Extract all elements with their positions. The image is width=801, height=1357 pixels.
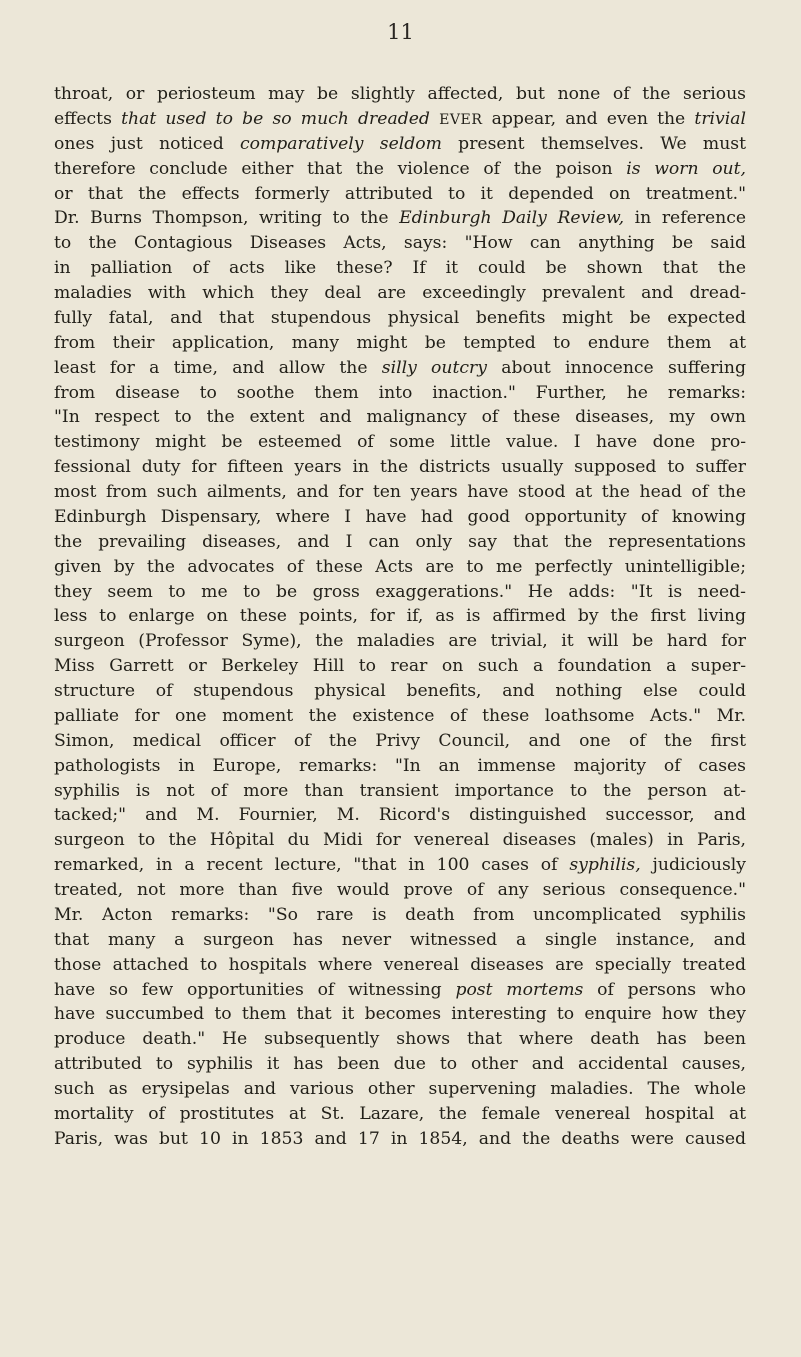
text-line xyxy=(54,1052,746,1077)
text-line xyxy=(54,206,746,231)
text-run: fully fatal, and that stupendous physical benefits might be expected xyxy=(54,307,746,328)
text-run: therefore conclude either that the violence of the poison xyxy=(54,158,627,179)
page-number: 11 xyxy=(387,20,414,44)
text-line xyxy=(54,928,746,953)
text-line xyxy=(54,878,746,903)
text-run: of persons who xyxy=(583,979,746,1000)
italic-text: silly outcry xyxy=(381,357,487,378)
text-line xyxy=(54,281,746,306)
italic-text: is worn out, xyxy=(626,158,746,179)
italic-text: Edinburgh Daily Review, xyxy=(399,208,625,229)
text-line xyxy=(54,331,746,356)
text-run: in palliation of acts like these? If it could be shown that the xyxy=(54,258,746,279)
text-line xyxy=(54,231,746,256)
text-run: surgeon to the Hôpital du Midi for venereal diseases (males) in Paris, xyxy=(54,830,746,851)
text-run: EVER xyxy=(439,111,483,128)
text-run: Miss Garrett or Berkeley Hill to rear on such a foundation a super- xyxy=(54,656,746,677)
text-run: in reference xyxy=(624,208,747,229)
text-line xyxy=(54,729,746,754)
text-line xyxy=(54,182,746,207)
text-run: from their application, many might be tempted to endure them at xyxy=(54,332,746,353)
text-run: syphilis is not of more than transient importance to the person at- xyxy=(54,780,746,801)
text-line xyxy=(54,828,746,853)
text-run: testimony might be esteemed of some little value. I have done pro- xyxy=(54,432,746,453)
body-paragraph xyxy=(54,82,746,1152)
text-run: fessional duty for fifteen years in the districts usually supposed to suffer xyxy=(54,457,746,478)
text-line xyxy=(54,1027,746,1052)
text-run: produce death." He subsequently shows that where death has been xyxy=(54,1029,746,1050)
text-line xyxy=(54,679,746,704)
text-line xyxy=(54,455,746,480)
italic-text: that used to be so much dreaded xyxy=(121,108,430,129)
text-line xyxy=(54,853,746,878)
text-line xyxy=(54,1077,746,1102)
text-line xyxy=(54,107,746,132)
text-line xyxy=(54,704,746,729)
text-line xyxy=(54,356,746,381)
text-line xyxy=(54,1127,746,1152)
text-line xyxy=(54,430,746,455)
text-line xyxy=(54,132,746,157)
text-line xyxy=(54,505,746,530)
text-line xyxy=(54,953,746,978)
text-run: judiciously xyxy=(640,855,747,876)
text-line xyxy=(54,1002,746,1027)
text-run: tacked;" and M. Fournier, M. Ricord's distinguished successor, and xyxy=(54,805,746,826)
text-run: that many a surgeon has never witnessed a single instance, and xyxy=(54,929,746,950)
text-run: mortality of prostitutes at St. Lazare, the female venereal hospital at xyxy=(54,1103,746,1124)
text-line xyxy=(54,530,746,555)
italic-text: trivial xyxy=(694,108,746,129)
text-run: attributed to syphilis it has been due to other and accidental causes, xyxy=(54,1054,746,1075)
text-run: given by the advocates of these Acts are to me perfectly unintelligible; xyxy=(54,556,746,577)
text-run: or that the effects formerly attributed to it depended on treatment." xyxy=(54,183,746,204)
text-run: Paris, was but 10 in 1853 and 17 in 1854, and the deaths were caused xyxy=(54,1128,746,1149)
text-line xyxy=(54,803,746,828)
text-run: treated, not more than five would prove of any serious consequence." xyxy=(54,880,746,900)
text-line xyxy=(54,405,746,430)
text-line xyxy=(54,654,746,679)
text-run: least for a time, and allow the xyxy=(54,357,382,378)
text-line xyxy=(54,306,746,331)
text-run xyxy=(430,109,439,129)
text-run: the prevailing diseases, and I can only say that the representations xyxy=(54,531,746,552)
text-run: those attached to hospitals where venereal diseases are specially treated xyxy=(54,954,746,975)
text-run: have succumbed to them that it becomes interesting to enquire how they xyxy=(54,1004,746,1025)
text-run: pathologists in Europe, remarks: "In an immense majority of cases xyxy=(54,755,746,776)
text-run: effects xyxy=(54,108,122,129)
text-line xyxy=(54,256,746,281)
text-run: structure of stupendous physical benefits, and nothing else could xyxy=(54,681,746,701)
text-run: palliate for one moment the existence of these loathsome Acts." Mr. xyxy=(54,705,746,726)
text-run: Mr. Acton remarks: "So rare is death from uncomplicated syphilis xyxy=(54,904,746,925)
text-line xyxy=(54,555,746,580)
text-line xyxy=(54,604,746,629)
text-run: remarked, in a recent lecture, "that in 100 cases of xyxy=(54,855,570,876)
italic-text: post mortems xyxy=(455,979,584,1000)
text-run: have so few opportunities of witnessing xyxy=(54,979,456,1000)
text-run: less to enlarge on these points, for if, as is affirmed by the first living xyxy=(54,606,746,627)
text-run: Dr. Burns Thompson, writing to the xyxy=(54,208,400,229)
text-run: maladies with which they deal are exceedingly prevalent and dread- xyxy=(54,283,746,303)
text-line xyxy=(54,779,746,804)
text-line xyxy=(54,903,746,928)
text-run: Edinburgh Dispensary, where I have had good opportunity of knowing xyxy=(54,506,746,527)
italic-text: syphilis, xyxy=(569,855,641,876)
text-line xyxy=(54,82,746,107)
text-line xyxy=(54,480,746,505)
text-run: from disease to soothe them into inaction." Further, he remarks: xyxy=(54,382,746,403)
text-run: present themselves. We must xyxy=(441,133,747,154)
text-line xyxy=(54,580,746,605)
text-run: such as erysipelas and various other supervening maladies. The whole xyxy=(54,1079,746,1099)
text-run: about innocence suffering xyxy=(486,357,747,378)
text-run: ones just noticed xyxy=(54,133,240,154)
text-line xyxy=(54,978,746,1003)
text-line xyxy=(54,754,746,779)
text-line xyxy=(54,1102,746,1127)
text-run: they seem to me to be gross exaggerations." He adds: "It is need- xyxy=(54,581,746,602)
text-run: surgeon (Professor Syme), the maladies are trivial, it will be hard for xyxy=(54,631,746,652)
text-run: Simon, medical officer of the Privy Council, and one of the first xyxy=(54,730,746,751)
text-line xyxy=(54,157,746,182)
text-run: "In respect to the extent and malignancy of these diseases, my own xyxy=(54,407,746,428)
text-line xyxy=(54,381,746,406)
text-run: to the Contagious Diseases Acts, says: "How can anything be said xyxy=(54,233,746,254)
italic-text: comparatively seldom xyxy=(240,133,442,154)
text-run: most from such ailments, and for ten years have stood at the head of the xyxy=(54,482,746,502)
text-run: appear, and even the xyxy=(482,108,695,129)
text-run: throat, or periosteum may be slightly affected, but none of the serious xyxy=(54,84,746,104)
text-line xyxy=(54,629,746,654)
